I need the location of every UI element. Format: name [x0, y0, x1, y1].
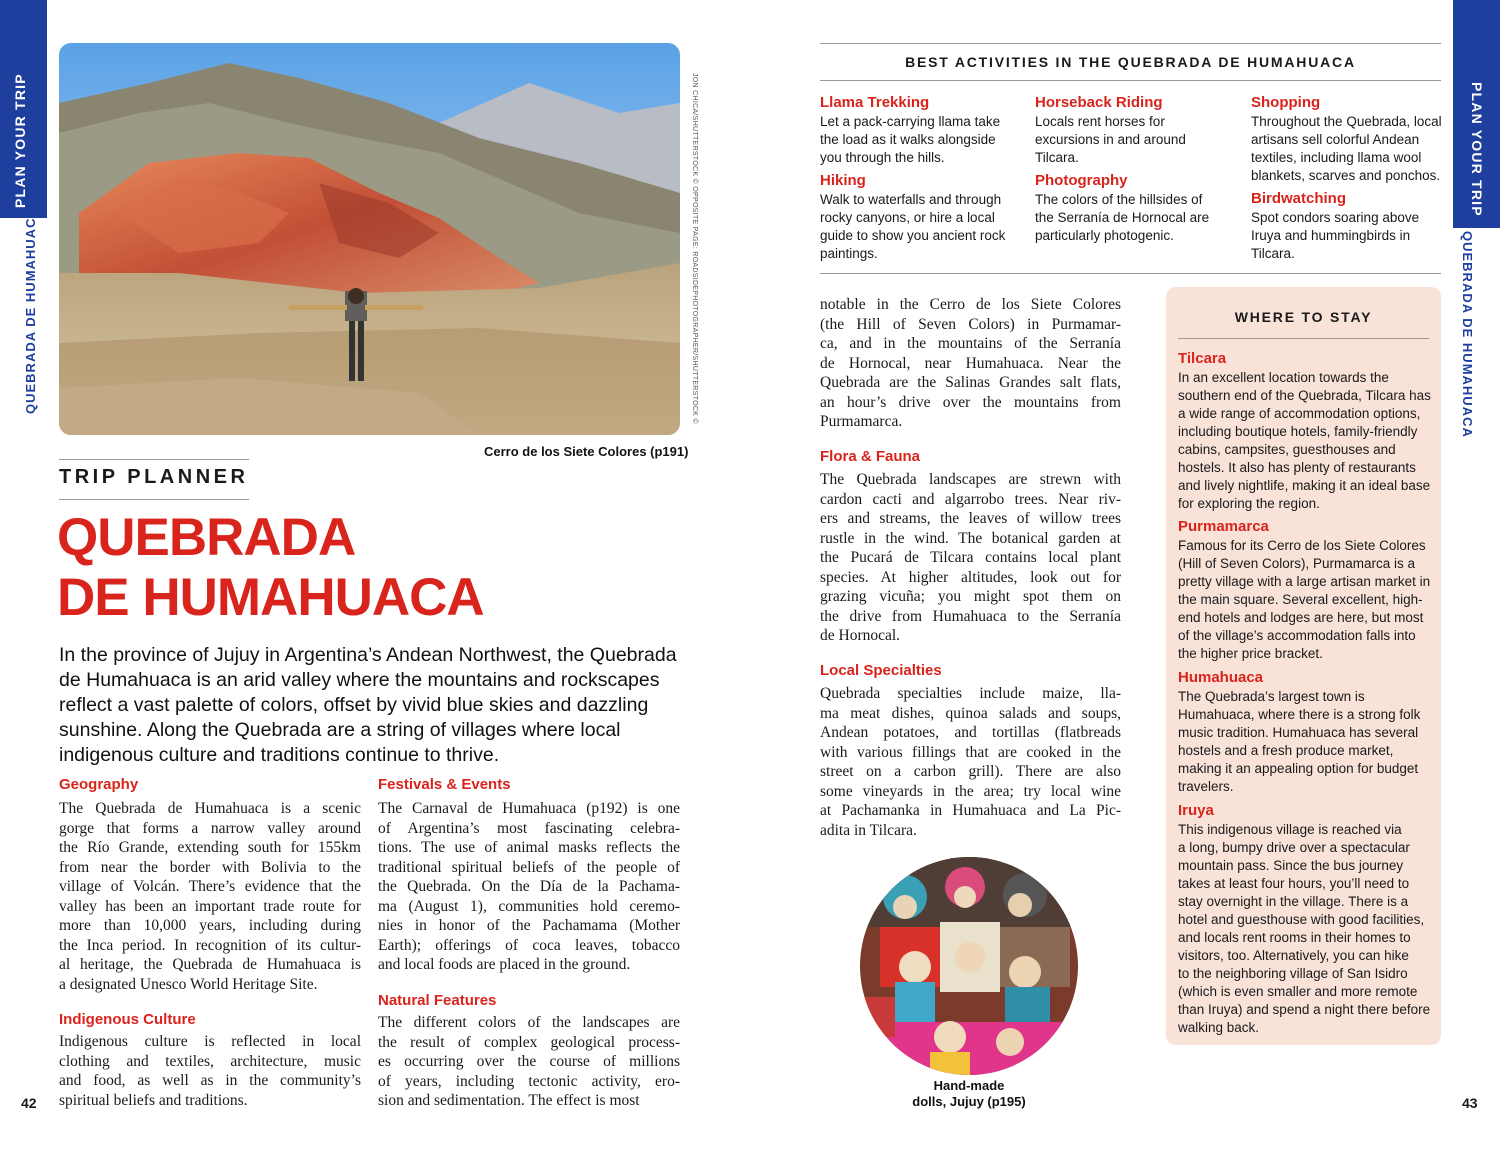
text-line: rustle in the wind. The botanical garden at [820, 529, 1121, 547]
page-title-line1: QUEBRADA [57, 508, 356, 567]
left-side-tab [0, 0, 47, 218]
stay-purmamarca-text [1178, 537, 1436, 663]
text-line: making it an appealing option for budget [1178, 761, 1419, 776]
text-natural-features-cont [820, 295, 1121, 432]
heading-festivals: Festivals & Events [378, 776, 511, 793]
text-line: sion and sedimentation. The effect is most [378, 1092, 640, 1109]
text-line: al heritage, the Quebrada de Humahuaca is [59, 956, 361, 973]
page-title-line2: DE HUMAHUACA [57, 568, 484, 627]
text-line: The Quebrada’s largest town is [1178, 689, 1365, 704]
text-line: to the neighboring village of San Isidro [1178, 966, 1408, 981]
text-line: end hotels and lodges are here, but most [1178, 610, 1424, 625]
text-line: mountain pass. Since the bus journey [1178, 858, 1404, 873]
text-line: the Río Grande, extending south for 155km [59, 839, 361, 856]
activity-shopping-heading: Shopping [1251, 94, 1321, 111]
text-line: the Inca period. In recognition of its cultur- [59, 936, 361, 954]
text-line: Quebrada specialties include maize, lla- [820, 685, 1121, 702]
left-tab-subtitle: QUEBRADA DE HUMAHUACA [23, 207, 38, 414]
stay-tilcara-heading: Tilcara [1178, 350, 1227, 367]
kicker-trip-planner: TRIP PLANNER [59, 466, 249, 488]
heading-flora-fauna: Flora & Fauna [820, 448, 921, 465]
text-line: (the Hill of Seven Colors) in Purmamar- [820, 315, 1121, 333]
text-line: Tilcara. [1251, 246, 1295, 261]
activities-title: BEST ACTIVITIES IN THE QUEBRADA DE HUMAHUACA [905, 54, 1356, 70]
text-line: The Carnaval de Humahuaca (p192) is one [378, 800, 680, 817]
text-line: cardon cacti and algarrobo trees. Near riv- [820, 490, 1121, 508]
text-line: at Pachamanka in Humahuaca and La Pic- [820, 802, 1121, 819]
dolls-photo [860, 857, 1078, 1075]
text-line: the result of complex geological process- [378, 1033, 680, 1051]
text-line: This indigenous village is reached via [1178, 822, 1402, 837]
text-line: with various fillings that are cooked in the [820, 743, 1121, 761]
text-line: blankets, scarves and ponchos. [1251, 168, 1441, 183]
text-line: the Quebrada. On the Día de la Pachama- [378, 878, 680, 895]
text-line: clothing and textiles, architecture, music [59, 1052, 361, 1070]
page-title [57, 508, 484, 628]
activity-horseback-text [1035, 113, 1235, 167]
text-line: Famous for its Cerro de los Siete Colores [1178, 538, 1426, 553]
page-number-right: 43 [1462, 1095, 1478, 1111]
text-line: Iruya and hummingbirds in [1251, 228, 1411, 243]
text-line: the Pucará de Tilcara contains local plant [820, 549, 1121, 566]
stay-humahuaca-text [1178, 688, 1436, 796]
text-line: ca, and in the mountains of the Serranía [820, 335, 1121, 352]
text-line: Humahuaca, where there is a strong folk [1178, 707, 1421, 722]
where-to-stay-title: WHERE TO STAY [1234, 309, 1373, 325]
text-line: notable in the Cerro de los Siete Colores [820, 296, 1121, 313]
text-line: rocky canyons, or hire a local [820, 210, 995, 225]
text-line: of years, including tectonic activity, ero- [378, 1072, 680, 1090]
text-line: Earth); offerings of coca leaves, tobacco [378, 936, 680, 954]
kicker-bottom-rule [59, 499, 249, 500]
dolls-caption-line1: Hand-made [933, 1078, 1005, 1093]
text-line: the load as it walks alongside [820, 132, 996, 147]
text-line: more than 10,000 years, including during [59, 917, 361, 934]
text-festivals [378, 799, 680, 975]
stay-humahuaca-heading: Humahuaca [1178, 669, 1264, 686]
text-line: (which is even smaller and more remote [1178, 984, 1418, 999]
text-natural-features [378, 1013, 680, 1111]
text-indigenous-culture [59, 1032, 361, 1110]
text-line: excursions in and around [1035, 132, 1186, 147]
text-line: de Hornocal, near Humahuaca. Near the [820, 354, 1121, 372]
text-line: grazing vicuña; you might spot them on [820, 588, 1121, 605]
stay-title-rule [1178, 338, 1429, 339]
activity-birdwatching-text [1251, 209, 1451, 263]
text-line: ers and streams, the leaves of willow trees [820, 510, 1121, 527]
text-local-specialties [820, 684, 1121, 840]
text-line: and food, as well as in the community’s [59, 1072, 361, 1089]
activity-photography-heading: Photography [1035, 172, 1128, 189]
text-line: The different colors of the landscapes are [378, 1014, 680, 1031]
text-flora-fauna [820, 470, 1121, 646]
text-line: es occurring over the course of millions [378, 1053, 680, 1070]
stay-iruya-text [1178, 821, 1436, 1037]
text-line: nies in honor of the Pachamama (Mother [378, 917, 680, 934]
right-side-tab [1453, 0, 1500, 228]
text-line: hostels. It also has plenty of restaurants [1178, 460, 1416, 475]
text-line: The Quebrada de Humahuaca is a scenic [59, 800, 361, 817]
text-line: Purmamarca. [820, 413, 903, 430]
text-line: gorge that forms a narrow valley around [59, 819, 361, 837]
text-line: adita in Tilcara. [820, 821, 917, 839]
text-line: Indigenous culture is reflected in local [59, 1033, 361, 1050]
text-line: from near the border with Bolivia to the [59, 858, 361, 876]
text-line: takes at least four hours, you’ll need to [1178, 876, 1410, 891]
activity-llama-trekking-heading: Llama Trekking [820, 94, 930, 111]
page-number-left: 42 [21, 1095, 37, 1111]
text-line: of the village’s accommodation falls into [1178, 628, 1416, 643]
text-line: Walk to waterfalls and through [820, 192, 1002, 207]
text-line: The colors of the hillsides of [1035, 192, 1203, 207]
text-line: Spot condors soaring above [1251, 210, 1420, 225]
heading-geography: Geography [59, 776, 139, 793]
text-line: visitors, too. Alternatively, you can hike [1178, 948, 1409, 963]
activity-shopping-text [1251, 113, 1451, 185]
text-line: some vineyards in the area; try local wine [820, 782, 1121, 800]
activities-bottom-rule [820, 273, 1441, 274]
text-line: walking back. [1178, 1020, 1260, 1035]
text-line: a designated Unesco World Heritage Site. [59, 975, 318, 993]
text-line: stay overnight in the village. There is a [1178, 894, 1409, 909]
text-line: ma meat dishes, quinoa salads and soups, [820, 704, 1121, 722]
text-line: artisans sell colorful Andean [1251, 132, 1420, 147]
text-line: the Serranía de Hornocal are [1035, 210, 1210, 225]
activity-photography-text [1035, 191, 1235, 245]
text-line: tions. The use of animal masks reflects the [378, 839, 680, 856]
text-line: valley has been an important trade route for [59, 897, 361, 915]
dolls-caption [860, 1078, 1078, 1110]
activity-llama-trekking-text [820, 113, 1020, 167]
activity-birdwatching-heading: Birdwatching [1251, 190, 1347, 207]
activities-mid-rule [820, 80, 1441, 81]
text-line: ma (August 1), communities hold ceremo- [378, 897, 680, 915]
photo-credit-text: JON CHICA/SHUTTERSTOCK © OPPOSITE PAGE: ROADSIDEPHOTOGRAPHER/SHUTTERSTOCK © [691, 73, 698, 424]
text-line: textiles, including llama wool [1251, 150, 1422, 165]
text-line: and locals rent rooms in their homes to [1178, 930, 1411, 945]
text-line: you through the hills. [820, 150, 945, 165]
text-geography [59, 799, 361, 994]
text-line: street on a carbon grill). There are also [820, 763, 1121, 780]
activity-hiking-heading: Hiking [820, 172, 866, 189]
text-line: of Argentina’s most fascinating celebra- [378, 819, 680, 837]
text-line: the drive from Humahuaca to the Serranía [820, 607, 1121, 625]
heading-natural-features: Natural Features [378, 992, 497, 1009]
hero-landscape-photo [59, 43, 680, 435]
text-line: a long, bumpy drive over a spectacular [1178, 840, 1410, 855]
text-line: hostels and a fresh produce market, [1178, 743, 1394, 758]
text-line: paintings. [820, 246, 878, 261]
text-line: de Hornocal. [820, 627, 901, 644]
text-line: Let a pack-carrying llama take [820, 114, 1001, 129]
text-line: and lively nightlife, making it an ideal base [1178, 478, 1431, 493]
text-line: than Iruya) and spend a night there before [1178, 1002, 1431, 1017]
text-line: cabins, campsites, guesthouses and [1178, 442, 1396, 457]
text-line: hotel and guesthouse with good facilities, [1178, 912, 1425, 927]
text-line: guide to show you ancient rock [820, 228, 1006, 243]
text-line: traditional spiritual beliefs of the people of [378, 858, 680, 876]
activity-horseback-heading: Horseback Riding [1035, 94, 1163, 111]
photo-credit [686, 73, 700, 424]
text-line: Locals rent horses for [1035, 114, 1165, 129]
right-tab-subtitle: QUEBRADA DE HUMAHUACA [1460, 231, 1475, 438]
text-line: species. At higher altitudes, look out for [820, 568, 1121, 586]
text-line: Andean potatoes, and tortillas (flatbreads [820, 724, 1121, 741]
right-tab-label: PLAN YOUR TRIP [1469, 82, 1485, 217]
activity-hiking-text [820, 191, 1020, 263]
kicker-top-rule [59, 459, 249, 460]
text-line: music tradition. Humahuaca has several [1178, 725, 1419, 740]
text-line: village of Volcán. There’s evidence that the [59, 878, 361, 895]
activities-top-rule [820, 43, 1441, 44]
stay-purmamarca-heading: Purmamarca [1178, 518, 1269, 535]
text-line: an hour’s drive over the mountains from [820, 393, 1121, 411]
text-line: travelers. [1178, 779, 1234, 794]
heading-indigenous-culture: Indigenous Culture [59, 1011, 196, 1028]
text-line: spiritual beliefs and traditions. [59, 1091, 248, 1109]
stay-iruya-heading: Iruya [1178, 802, 1214, 819]
text-line: southern end of the Quebrada, Tilcara has [1178, 388, 1431, 403]
text-line: In an excellent location towards the [1178, 370, 1389, 385]
intro-paragraph: In the province of Jujuy in Argentina’s Andean Northwest, the Quebrada de Humahuaca is an arid valley where the mountains and rockscapes reflect a vast palette of colors, offset by vivid blue skies and dazzling sunshine. Along the Quebrada are a string of villages where local indigenous culture and traditions continue to thrive. [59, 644, 677, 766]
heading-local-specialties: Local Specialties [820, 662, 942, 679]
text-line: including boutique hotels, family-friendly [1178, 424, 1418, 439]
hero-caption: Cerro de los Siete Colores (p191) [484, 444, 689, 459]
text-line: The Quebrada landscapes are strewn with [820, 471, 1121, 488]
text-line: for exploring the region. [1178, 496, 1320, 511]
text-line: pretty village with a large artisan market in [1178, 574, 1431, 589]
text-line: Throughout the Quebrada, local [1251, 114, 1442, 129]
left-tab-label: PLAN YOUR TRIP [12, 73, 28, 208]
text-line: Quebrada are the Salinas Grandes salt flats, [820, 374, 1121, 391]
stay-tilcara-text [1178, 369, 1436, 513]
dolls-caption-line2: dolls, Jujuy (p195) [912, 1094, 1026, 1109]
text-line: the main square. Several excellent, high- [1178, 592, 1423, 607]
text-line: the higher price bracket. [1178, 646, 1323, 661]
text-line: Tilcara. [1035, 150, 1079, 165]
text-line: (Hill of Seven Colors), Purmamarca is a [1178, 556, 1416, 571]
text-line: particularly photogenic. [1035, 228, 1174, 243]
text-line: and local foods are placed in the ground. [378, 956, 631, 973]
text-line: a wide range of accommodation options, [1178, 406, 1421, 421]
